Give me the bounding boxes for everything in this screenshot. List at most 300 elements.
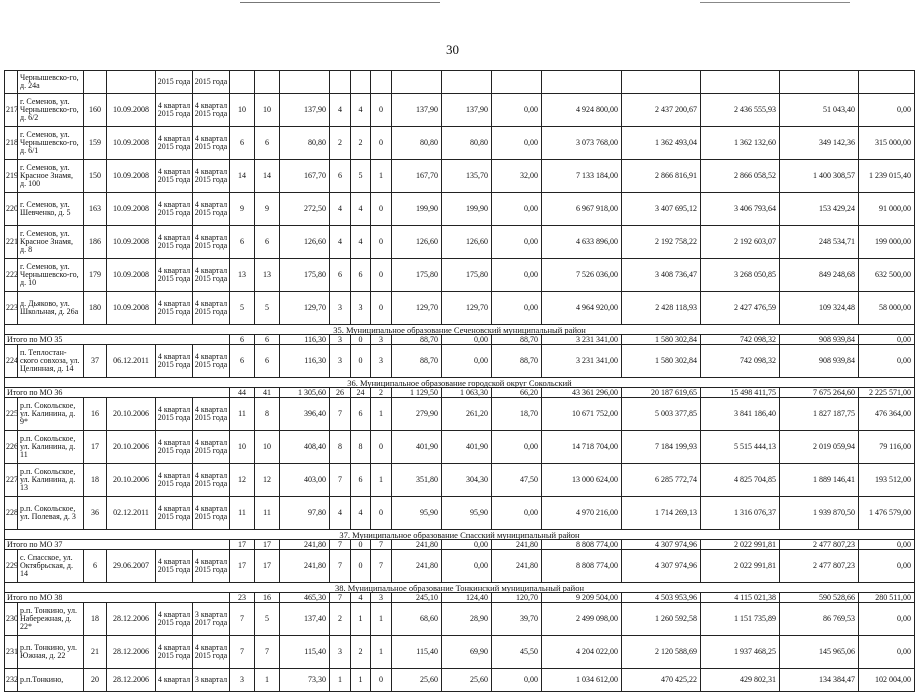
value-cell: 2 — [351, 636, 371, 669]
value-cell: 0 — [371, 259, 392, 292]
value-cell: 10 — [230, 431, 255, 464]
value-cell: 9 — [230, 193, 255, 226]
total-row — [5, 388, 915, 398]
number-cell: 20 — [84, 669, 107, 692]
value-cell: 3 — [351, 292, 371, 325]
value-cell: 6 — [351, 398, 371, 431]
value-cell: 3 406 793,64 — [701, 193, 780, 226]
quarter-cell: 4 квартал 2015 года — [156, 193, 193, 226]
value-cell: 0 — [371, 431, 392, 464]
address-cell: р.п. Тонкино, ул. Южная, д. 22 — [18, 636, 84, 669]
value-cell: 1 889 146,41 — [780, 464, 859, 497]
cell — [392, 71, 442, 94]
value-cell: 408,40 — [280, 431, 330, 464]
value-cell: 88,70 — [392, 345, 442, 378]
value-cell: 175,80 — [280, 259, 330, 292]
total-cell: 88,70 — [492, 335, 542, 345]
row-index-cell: 230 — [5, 603, 18, 636]
value-cell: 5 — [351, 160, 371, 193]
date-cell: 10.09.2008 — [107, 94, 156, 127]
total-label: Итого по МО 35 — [5, 335, 230, 345]
value-cell: 315 000,00 — [859, 127, 915, 160]
value-cell: 6 — [330, 259, 351, 292]
row-index-cell: 219 — [5, 160, 18, 193]
value-cell: 0 — [371, 669, 392, 692]
value-cell: 13 — [230, 259, 255, 292]
value-cell: 134 384,47 — [780, 669, 859, 692]
row-index-cell: 225 — [5, 398, 18, 431]
number-cell: 180 — [84, 292, 107, 325]
value-cell: 908 939,84 — [780, 345, 859, 378]
cell — [701, 71, 780, 94]
table-row — [5, 71, 915, 94]
value-cell: 199,90 — [442, 193, 492, 226]
value-cell: 3 073 768,00 — [542, 127, 622, 160]
total-cell: 0,00 — [442, 540, 492, 550]
value-cell: 5 — [255, 603, 280, 636]
value-cell: 4 — [330, 226, 351, 259]
value-cell: 1 — [371, 636, 392, 669]
value-cell: 304,30 — [442, 464, 492, 497]
row-index-cell: 226 — [5, 431, 18, 464]
value-cell: 4 — [351, 497, 371, 530]
value-cell: 12 — [230, 464, 255, 497]
total-cell: 908 939,84 — [780, 335, 859, 345]
value-cell: 2 428 118,93 — [622, 292, 701, 325]
cell — [351, 71, 371, 94]
cell — [230, 71, 255, 94]
number-cell: 36 — [84, 497, 107, 530]
quarter-cell: 4 квартал 2015 года — [156, 259, 193, 292]
value-cell: 0 — [371, 94, 392, 127]
value-cell: 25,60 — [442, 669, 492, 692]
date-cell: 10.09.2008 — [107, 259, 156, 292]
value-cell: 6 — [230, 127, 255, 160]
value-cell: 470 425,22 — [622, 669, 701, 692]
cell — [84, 71, 107, 94]
value-cell: 91 000,00 — [859, 193, 915, 226]
value-cell: 97,80 — [280, 497, 330, 530]
total-cell: 7 — [330, 593, 351, 603]
value-cell: 1 362 493,04 — [622, 127, 701, 160]
value-cell: 401,90 — [442, 431, 492, 464]
quarter-cell: 4 квартал 2015 года — [156, 160, 193, 193]
total-row — [5, 335, 915, 345]
total-cell: 44 — [230, 388, 255, 398]
row-index-cell: 227 — [5, 464, 18, 497]
table-row — [5, 259, 915, 292]
section-header-row — [5, 378, 915, 388]
quarter-cell: 4 квартал 2015 года — [156, 603, 193, 636]
quarter-cell: 4 квартал 2015 года — [193, 464, 230, 497]
value-cell: 3 231 341,00 — [542, 345, 622, 378]
value-cell: 47,50 — [492, 464, 542, 497]
value-cell: 0 — [371, 292, 392, 325]
value-cell: 116,30 — [280, 345, 330, 378]
value-cell: 6 — [255, 226, 280, 259]
total-cell: 88,70 — [392, 335, 442, 345]
value-cell: 0 — [351, 345, 371, 378]
row-index-cell: 217 — [5, 94, 18, 127]
value-cell: 4 — [351, 94, 371, 127]
value-cell: 79 116,00 — [859, 431, 915, 464]
total-cell: 590 528,66 — [780, 593, 859, 603]
total-cell: 3 — [371, 335, 392, 345]
total-cell: 16 — [255, 593, 280, 603]
row-index-cell: 221 — [5, 226, 18, 259]
total-cell: 23 — [230, 593, 255, 603]
cell — [442, 71, 492, 94]
total-cell: 6 — [255, 335, 280, 345]
value-cell: 7 — [330, 550, 351, 583]
value-cell: 167,70 — [392, 160, 442, 193]
value-cell: 0,00 — [859, 345, 915, 378]
quarter-cell: 4 квартал 2015 года — [193, 292, 230, 325]
total-cell: 280 511,00 — [859, 593, 915, 603]
quarter-cell: 4 квартал 2015 года — [193, 259, 230, 292]
address-cell: г. Семенов, ул. Шевченко, д. 5 — [18, 193, 84, 226]
address-cell: р.п. Сокольское, ул. Калинина, д. 11 — [18, 431, 84, 464]
value-cell: 0 — [371, 127, 392, 160]
value-cell: 88,70 — [492, 345, 542, 378]
row-index-cell: 218 — [5, 127, 18, 160]
cell — [492, 71, 542, 94]
date-cell: 20.10.2006 — [107, 398, 156, 431]
value-cell: 5 — [230, 292, 255, 325]
total-cell: 2 477 807,23 — [780, 540, 859, 550]
quarter-cell: 4 квартал 2015 года — [193, 550, 230, 583]
value-cell: 12 — [255, 464, 280, 497]
section-title: 37. Муниципальное образование Спасский муниципальный район — [5, 530, 915, 540]
section-header-row — [5, 325, 915, 335]
quarter-cell: 4 квартал 2015 года — [193, 431, 230, 464]
value-cell: 129,70 — [392, 292, 442, 325]
value-cell: 4 204 022,00 — [542, 636, 622, 669]
value-cell: 2 866 816,91 — [622, 160, 701, 193]
value-cell: 6 967 918,00 — [542, 193, 622, 226]
table-row — [5, 160, 915, 193]
value-cell: 4 — [330, 94, 351, 127]
value-cell: 145 965,06 — [780, 636, 859, 669]
total-cell: 2 225 571,00 — [859, 388, 915, 398]
value-cell: 3 — [371, 345, 392, 378]
total-cell: 2 022 991,81 — [701, 540, 780, 550]
value-cell: 0 — [371, 226, 392, 259]
value-cell: 126,60 — [392, 226, 442, 259]
address-cell: г. Семенов, ул. Красное Знамя, д. 100 — [18, 160, 84, 193]
total-cell: 4 307 974,96 — [622, 540, 701, 550]
date-cell: 02.12.2011 — [107, 497, 156, 530]
value-cell: 3 — [330, 292, 351, 325]
cell — [330, 71, 351, 94]
value-cell: 7 — [230, 636, 255, 669]
quarter-cell: 2015 года — [193, 71, 230, 94]
total-cell: 15 498 411,75 — [701, 388, 780, 398]
value-cell: 6 — [351, 259, 371, 292]
value-cell: 1 151 735,89 — [701, 603, 780, 636]
total-cell: 0,00 — [859, 540, 915, 550]
table-row — [5, 345, 915, 378]
row-index-cell: 231 — [5, 636, 18, 669]
cell — [280, 71, 330, 94]
value-cell: 279,90 — [392, 398, 442, 431]
value-cell: 6 285 772,74 — [622, 464, 701, 497]
value-cell: 0,00 — [492, 669, 542, 692]
table-row — [5, 127, 915, 160]
value-cell: 0,00 — [859, 94, 915, 127]
address-cell: р.п. Сокольское, ул. Калинина, д. 9* — [18, 398, 84, 431]
value-cell: 1 — [330, 669, 351, 692]
quarter-cell: 4 квартал 2015 года — [193, 497, 230, 530]
value-cell: 1 — [351, 669, 371, 692]
total-row — [5, 540, 915, 550]
table-row — [5, 292, 915, 325]
scan-line — [240, 2, 440, 3]
quarter-cell: 4 квартал 2015 года — [156, 292, 193, 325]
table-row — [5, 226, 915, 259]
cell — [859, 71, 915, 94]
value-cell: 17 — [230, 550, 255, 583]
value-cell: 476 364,00 — [859, 398, 915, 431]
value-cell: 1 937 468,25 — [701, 636, 780, 669]
number-cell: 160 — [84, 94, 107, 127]
value-cell: 6 — [351, 464, 371, 497]
value-cell: 0 — [371, 497, 392, 530]
value-cell: 2 427 476,59 — [701, 292, 780, 325]
value-cell: 2 436 555,93 — [701, 94, 780, 127]
row-index-cell: 223 — [5, 292, 18, 325]
quarter-cell: 4 квартал 2015 года — [156, 431, 193, 464]
total-row — [5, 593, 915, 603]
date-cell: 10.09.2008 — [107, 127, 156, 160]
section-title: 35. Муниципальное образование Сеченовский муниципальный район — [5, 325, 915, 335]
value-cell: 167,70 — [280, 160, 330, 193]
value-cell: 429 802,31 — [701, 669, 780, 692]
quarter-cell: 2015 года — [156, 71, 193, 94]
row-index-cell: 232 — [5, 669, 18, 692]
value-cell: 126,60 — [442, 226, 492, 259]
value-cell: 68,60 — [392, 603, 442, 636]
value-cell: 86 769,53 — [780, 603, 859, 636]
value-cell: 1 714 269,13 — [622, 497, 701, 530]
value-cell: 45,50 — [492, 636, 542, 669]
value-cell: 4 307 974,96 — [622, 550, 701, 583]
value-cell: 7 — [230, 603, 255, 636]
number-cell: 159 — [84, 127, 107, 160]
total-cell: 0,00 — [442, 335, 492, 345]
value-cell: 349 142,36 — [780, 127, 859, 160]
total-cell: 1 305,60 — [280, 388, 330, 398]
value-cell: 1 362 132,60 — [701, 127, 780, 160]
quarter-cell: 3 квартал — [193, 669, 230, 692]
total-cell: 4 115 021,38 — [701, 593, 780, 603]
address-cell: д. Дьяково, ул. Школьная, д. 26а — [18, 292, 84, 325]
value-cell: 51 043,40 — [780, 94, 859, 127]
number-cell: 186 — [84, 226, 107, 259]
number-cell: 17 — [84, 431, 107, 464]
value-cell: 8 — [330, 431, 351, 464]
quarter-cell: 4 квартал 2015 года — [193, 636, 230, 669]
quarter-cell: 4 квартал 2015 года — [193, 94, 230, 127]
value-cell: 58 000,00 — [859, 292, 915, 325]
table-row — [5, 431, 915, 464]
value-cell: 18,70 — [492, 398, 542, 431]
value-cell: 7 — [255, 636, 280, 669]
total-cell: 7 675 264,60 — [780, 388, 859, 398]
address-cell: р.п. Сокольское, ул. Калинина, д. 13 — [18, 464, 84, 497]
value-cell: 2 477 807,23 — [780, 550, 859, 583]
value-cell: 1 — [371, 160, 392, 193]
scan-line — [700, 2, 850, 3]
value-cell: 8 808 774,00 — [542, 550, 622, 583]
value-cell: 3 408 736,47 — [622, 259, 701, 292]
cell — [622, 71, 701, 94]
value-cell: 351,80 — [392, 464, 442, 497]
quarter-cell: 4 квартал 2015 года — [193, 345, 230, 378]
section-header-row — [5, 530, 915, 540]
total-cell: 0 — [351, 335, 371, 345]
value-cell: 14 — [255, 160, 280, 193]
value-cell: 2 437 200,67 — [622, 94, 701, 127]
value-cell: 0,00 — [442, 550, 492, 583]
total-cell: 66,20 — [492, 388, 542, 398]
value-cell: 129,70 — [442, 292, 492, 325]
value-cell: 10 — [255, 431, 280, 464]
table-row — [5, 193, 915, 226]
value-cell: 241,80 — [280, 550, 330, 583]
address-cell: г. Семенов, ул. Чернышевско-го, д. 6/2 — [18, 94, 84, 127]
value-cell: 1 — [255, 669, 280, 692]
total-cell: 120,70 — [492, 593, 542, 603]
value-cell: 4 970 216,00 — [542, 497, 622, 530]
total-cell: 241,80 — [492, 540, 542, 550]
value-cell: 0,00 — [492, 497, 542, 530]
value-cell: 14 718 704,00 — [542, 431, 622, 464]
quarter-cell: 4 квартал 2015 года — [193, 398, 230, 431]
total-cell: 3 231 341,00 — [542, 335, 622, 345]
value-cell: 7 133 184,00 — [542, 160, 622, 193]
address-cell: г. Семенов, ул. Чернышевско-го, д. 6/1 — [18, 127, 84, 160]
value-cell: 137,90 — [280, 94, 330, 127]
row-index-cell: 224 — [5, 345, 18, 378]
value-cell: 4 — [330, 497, 351, 530]
value-cell: 10 671 752,00 — [542, 398, 622, 431]
total-cell: 241,80 — [392, 540, 442, 550]
value-cell: 7 — [330, 464, 351, 497]
value-cell: 32,00 — [492, 160, 542, 193]
value-cell: 0,00 — [859, 636, 915, 669]
value-cell: 153 429,24 — [780, 193, 859, 226]
value-cell: 95,90 — [392, 497, 442, 530]
value-cell: 2 — [330, 127, 351, 160]
value-cell: 0,00 — [492, 127, 542, 160]
value-cell: 3 — [330, 345, 351, 378]
total-cell: 6 — [230, 335, 255, 345]
value-cell: 7 526 036,00 — [542, 259, 622, 292]
value-cell: 0,00 — [492, 431, 542, 464]
value-cell: 8 — [255, 398, 280, 431]
cell — [371, 71, 392, 94]
value-cell: 403,00 — [280, 464, 330, 497]
value-cell: 5 — [255, 292, 280, 325]
quarter-cell: 4 квартал 2015 года — [156, 550, 193, 583]
value-cell: 11 — [255, 497, 280, 530]
cell — [255, 71, 280, 94]
row-index-cell: 229 — [5, 550, 18, 583]
value-cell: 193 512,00 — [859, 464, 915, 497]
total-cell: 245,10 — [392, 593, 442, 603]
total-cell: 124,40 — [442, 593, 492, 603]
total-cell: 17 — [230, 540, 255, 550]
value-cell: 0,00 — [492, 292, 542, 325]
cell — [107, 71, 156, 94]
total-cell: 4 503 953,96 — [622, 593, 701, 603]
value-cell: 5 515 444,13 — [701, 431, 780, 464]
total-cell: 7 — [371, 540, 392, 550]
section-header-row — [5, 583, 915, 593]
total-cell: 9 209 504,00 — [542, 593, 622, 603]
value-cell: 3 407 695,12 — [622, 193, 701, 226]
housing-table — [4, 70, 915, 692]
total-cell: 43 361 296,00 — [542, 388, 622, 398]
total-cell: 4 — [351, 593, 371, 603]
value-cell: 80,80 — [442, 127, 492, 160]
total-cell: 24 — [351, 388, 371, 398]
total-cell: 7 — [330, 540, 351, 550]
table-row — [5, 669, 915, 692]
value-cell: 137,90 — [442, 94, 492, 127]
value-cell: 4 964 920,00 — [542, 292, 622, 325]
quarter-cell: 4 квартал 2015 года — [156, 345, 193, 378]
row-index-cell: 220 — [5, 193, 18, 226]
row-index-cell: 228 — [5, 497, 18, 530]
value-cell: 10 — [255, 94, 280, 127]
value-cell: 2 120 588,69 — [622, 636, 701, 669]
value-cell: 39,70 — [492, 603, 542, 636]
value-cell: 0,00 — [492, 193, 542, 226]
value-cell: 73,30 — [280, 669, 330, 692]
value-cell: 9 — [255, 193, 280, 226]
total-cell: 1 063,30 — [442, 388, 492, 398]
value-cell: 632 500,00 — [859, 259, 915, 292]
value-cell: 849 248,68 — [780, 259, 859, 292]
value-cell: 109 324,48 — [780, 292, 859, 325]
value-cell: 1 — [371, 603, 392, 636]
quarter-cell: 4 квартал 2015 года — [156, 226, 193, 259]
total-label: Итого по МО 36 — [5, 388, 230, 398]
number-cell: 150 — [84, 160, 107, 193]
value-cell: 2 499 098,00 — [542, 603, 622, 636]
value-cell: 69,90 — [442, 636, 492, 669]
value-cell: 4 — [351, 193, 371, 226]
value-cell: 80,80 — [392, 127, 442, 160]
total-cell: 3 — [371, 593, 392, 603]
date-cell: 28.12.2006 — [107, 669, 156, 692]
quarter-cell: 4 квартал 2015 года — [156, 94, 193, 127]
date-cell: 10.09.2008 — [107, 292, 156, 325]
address-cell: р.п. Сокольское, ул. Полевая, д. 3 — [18, 497, 84, 530]
quarter-cell: 3 квартал 2017 года — [193, 603, 230, 636]
address-cell: п. Теплостан-ского совхоза, ул. Целинная, д. 14 — [18, 345, 84, 378]
total-label: Итого по МО 37 — [5, 540, 230, 550]
total-cell: 20 187 619,65 — [622, 388, 701, 398]
date-cell: 29.06.2007 — [107, 550, 156, 583]
value-cell: 7 184 199,93 — [622, 431, 701, 464]
value-cell: 11 — [230, 398, 255, 431]
value-cell: 1 — [371, 464, 392, 497]
value-cell: 6 — [230, 345, 255, 378]
value-cell: 199,90 — [392, 193, 442, 226]
